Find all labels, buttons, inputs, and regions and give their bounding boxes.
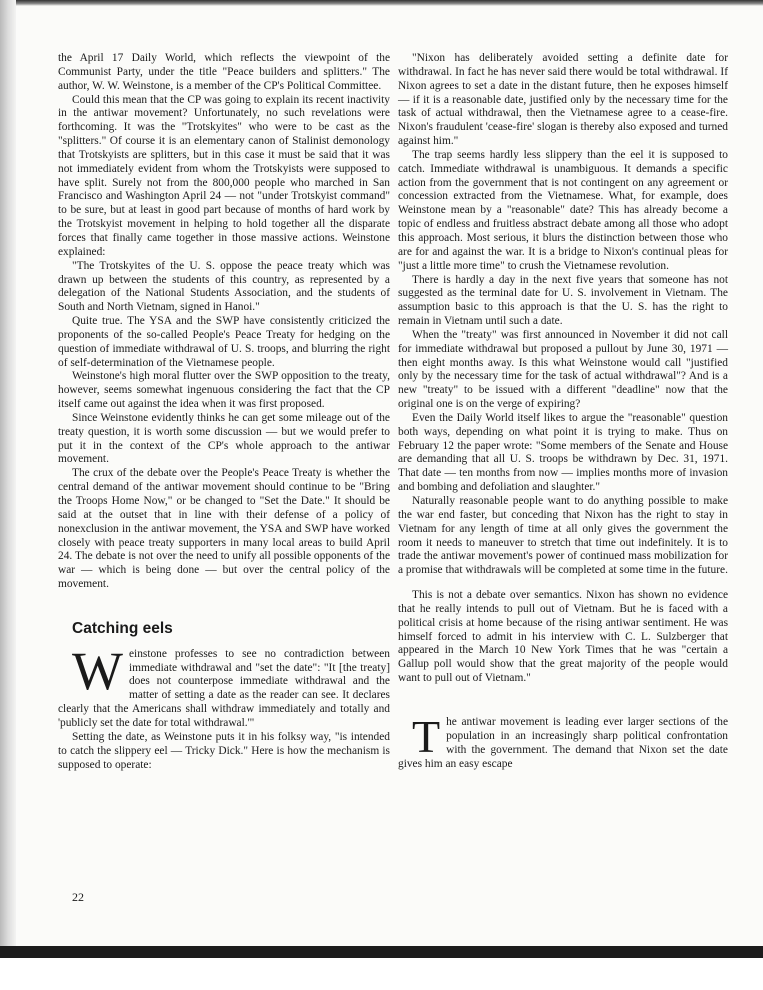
- paragraph: "The Trotskyites of the U. S. oppose the peace treaty which was drawn up between the students of this country, as represented by a delegation of the National Students Association, and the students of South and North Vietnam, signed in Hanoi.": [58, 259, 390, 314]
- paragraph: The crux of the debate over the People's Peace Treaty is whether the central demand of the antiwar movement should continue to be "Bring the Troops Home Now," or be changed to "Set the Date." It should be said at the outset that in line with their defense of a policy of nonexclusion in the antiwar movement, the YSA and SWP have worked closely with peace treaty supporters in many local areas to build April 24. The debate is not over the need to unify all possible opponents of the war — which is being done — but over the central policy of the movement.: [58, 467, 390, 591]
- paragraph: This is not a debate over semantics. Nixon has shown no evidence that he really intends to pull out of Vietnam. But he is faced with a political crisis at home because of the rising antiwar sentiment. He was himself forced to admit in his interview with C. L. Sulzberger that appeared in the March 10 New York Times that he was "certain a Gallup poll would show that the great majority of the people would want to pull out of Vietnam.": [398, 589, 728, 685]
- paragraph: Quite true. The YSA and the SWP have consistently criticized the proponents of the so-called People's Peace Treaty for hedging on the question of immediate withdrawal of U. S. troops, and blurring the right of self-determination of the Vietnamese people.: [58, 315, 390, 369]
- dropcap-letter: W: [72, 640, 123, 701]
- scan-bottom-margin: [0, 958, 763, 990]
- paragraph: Even the Daily World itself likes to argue the "reasonable" question both ways, depending on what point it is trying to make. Thus on February 12 the paper wrote: "Some members of the Senate and House are demanding that all U. S. troops be withdrawn by Dec. 31, 1971. That date — ten months from now — implies months more of invasion and bombing and defoliation and slaughter.": [398, 411, 728, 494]
- scan-left-edge: [0, 0, 16, 955]
- paragraph: Setting the date, as Weinstone puts it in his folksy way, "is intended to catch the slippery eel — Tricky Dick." Here is how the mechanism is supposed to operate:: [58, 730, 390, 771]
- paragraph: The trap seems hardly less slippery than the eel it is supposed to catch. Immediate withdrawal is unambiguous. It demands a specific action from the government that is not contingent on any agreement or concession extracted from the Vietnamese. What, for example, does Weinstone mean by a "reasonable" date? This has already become a topic of endless and fruitless abstract debate among all those who adopt this approach. Most serious, it blurs the distinction between those who are for and against the war. It is a bridge to Nixon's continual pleas for "just a little more time" to crush the Vietnamese revolution.: [398, 148, 728, 272]
- paragraph: When the "treaty" was first announced in November it did not call for immediate withdrawal but proposed a pullout by June 30, 1971 — then eight months away. Is this what Weinstone would call "justified only by the necessary time for the task of actual withdrawal"? And is a new "treaty" to be issued with a different "deadline" now that the original one is on the verge of expiring?: [398, 328, 728, 411]
- left-column: [58, 52, 390, 772]
- paragraph: There is hardly a day in the next five years that someone has not suggested as the terminal date for U. S. involvement in Vietnam. The assumption basic to this approach is that the U. S. has the right to remain in Vietnam until such a date.: [398, 273, 728, 328]
- dropcap-paragraph: [398, 710, 728, 771]
- paragraph: Could this mean that the CP was going to explain its recent inactivity in the antiwar movement? Unfortunately, no such revelations were forthcoming. It was the "Trotskyites" who were to be cast as the "splitters." Of course it is an elementary canon of Stalinist demonology that Trotskyists are splitters, but in this case it must be said that it was not immediately evident from whom the Trotskyists were supposed to have split. Surely not from the 800,000 people who marched in San Francisco and Washington April 24 — not "under Trotskyist command" to be sure, but at least in good part because of months of hard work by the Trotskyist movement in helping to hold together all the disparate forces that finally came together in those massive actions. Weinstone explained:: [58, 93, 390, 258]
- dropcap-paragraph-text: he antiwar movement is leading ever larger sections of the population in an increasingly sharp political confrontation with the government. The demand that Nixon set the date gives him an easy escape: [398, 715, 728, 770]
- dropcap-letter: T: [412, 710, 441, 762]
- paragraph: "Nixon has deliberately avoided setting a definite date for withdrawal. In fact he has never said there would be total withdrawal. If Nixon agrees to set a date in the distant future, then he exposes himself — if it is a reasonable date, justified only by the necessary time for the task of actual withdrawal, then the Vietnamese agree to a cease-fire. Nixon's fraudulent 'cease-fire' slogan is thereby also exposed and turned against him.": [398, 52, 728, 148]
- section-heading: Catching eels: [72, 619, 173, 637]
- paragraph: Weinstone's high moral flutter over the SWP opposition to the treaty, however, seems somewhat ingenuous considering the fact that the CP itself came out against the idea when it was first proposed.: [58, 370, 390, 411]
- paragraph: Naturally reasonable people want to do anything possible to make the war end faster, but conceding that Nixon has the right to stay in Vietnam for any length of time at all only gives the government the room it needs to maneuver to stretch that time out indefinitely. It is to trade the antiwar movement's power of continued mass mobilization for a promise that withdrawals will be completed at some time in the future.: [398, 495, 728, 577]
- right-column: [398, 52, 728, 771]
- paragraph: Since Weinstone evidently thinks he can get some mileage out of the treaty question, it is worth some discussion — but we would prefer to put it in the context of the CP's whole approach to the antiwar movement.: [58, 411, 390, 466]
- paragraph: the April 17 Daily World, which reflects the viewpoint of the Communist Party, under the title "Peace builders and splitters." The author, W. W. Weinstone, is a member of the CP's Political Committee.: [58, 52, 390, 92]
- page-number: 22: [72, 890, 84, 904]
- scan-bottom-edge: [0, 946, 763, 958]
- dropcap-paragraph-text: einstone professes to see no contradiction between immediate withdrawal and "set the date": "It [the treaty] does not counterpose immediate withdrawal and the matter of setting a date as the reader can see. It declares clearly that the Americans shall withdraw immediately and totally and 'publicly set the date for total withdrawal.'": [58, 647, 390, 729]
- scan-top-edge: [0, 0, 763, 6]
- dropcap-paragraph: [58, 640, 390, 731]
- section-spacer: [398, 686, 728, 716]
